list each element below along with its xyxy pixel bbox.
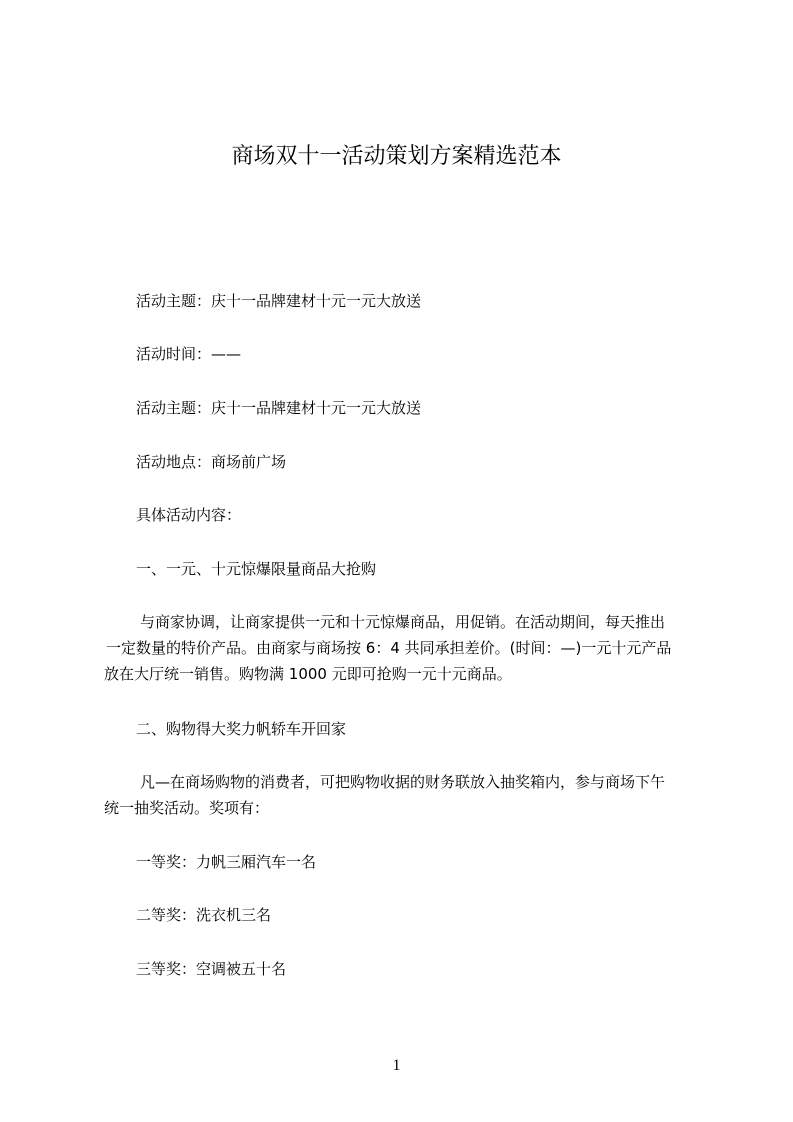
paragraph-one-line-3: 放在大厅统一销售。购物满 1000 元即可抢购一元十元商品。: [104, 665, 512, 683]
paragraph-two-line-2: 统一抽奖活动。奖项有：: [104, 799, 270, 817]
section-two-heading: 二、购物得大奖力帆轿车开回家: [136, 720, 347, 738]
paragraph-two-line-1: 凡—在商场购物的消费者，可把购物收据的财务联放入抽奖箱内，参与商场下午: [140, 773, 666, 791]
paragraph-two: [104, 772, 704, 824]
paragraph-one: [104, 612, 704, 690]
content-heading: 具体活动内容：: [136, 506, 242, 524]
third-prize-line: 三等奖：空调被五十名: [136, 960, 287, 978]
activity-location-line: 活动地点：商场前广场: [136, 453, 287, 471]
paragraph-one-line-2: 一定数量的特价产品。由商家与商场按 6：4 共同承担差价。(时间：—)一元十元产品: [106, 639, 672, 657]
section-one-heading: 一、一元、十元惊爆限量商品大抢购: [136, 560, 377, 578]
first-prize-line: 一等奖：力帆三厢汽车一名: [136, 853, 317, 871]
second-prize-line: 二等奖：洗衣机三名: [136, 906, 272, 924]
page-title: 商场双十一活动策划方案精选范本: [231, 144, 562, 169]
paragraph-one-line-1: 与商家协调，让商家提供一元和十元惊爆商品，用促销。在活动期间，每天推出: [140, 613, 666, 631]
activity-theme-line: 活动主题：庆十一品牌建材十元一元大放送: [136, 292, 422, 310]
activity-theme-line-repeat: 活动主题：庆十一品牌建材十元一元大放送: [136, 399, 422, 417]
activity-time-line: 活动时间：——: [136, 345, 242, 363]
page-number: 1: [392, 1057, 401, 1074]
